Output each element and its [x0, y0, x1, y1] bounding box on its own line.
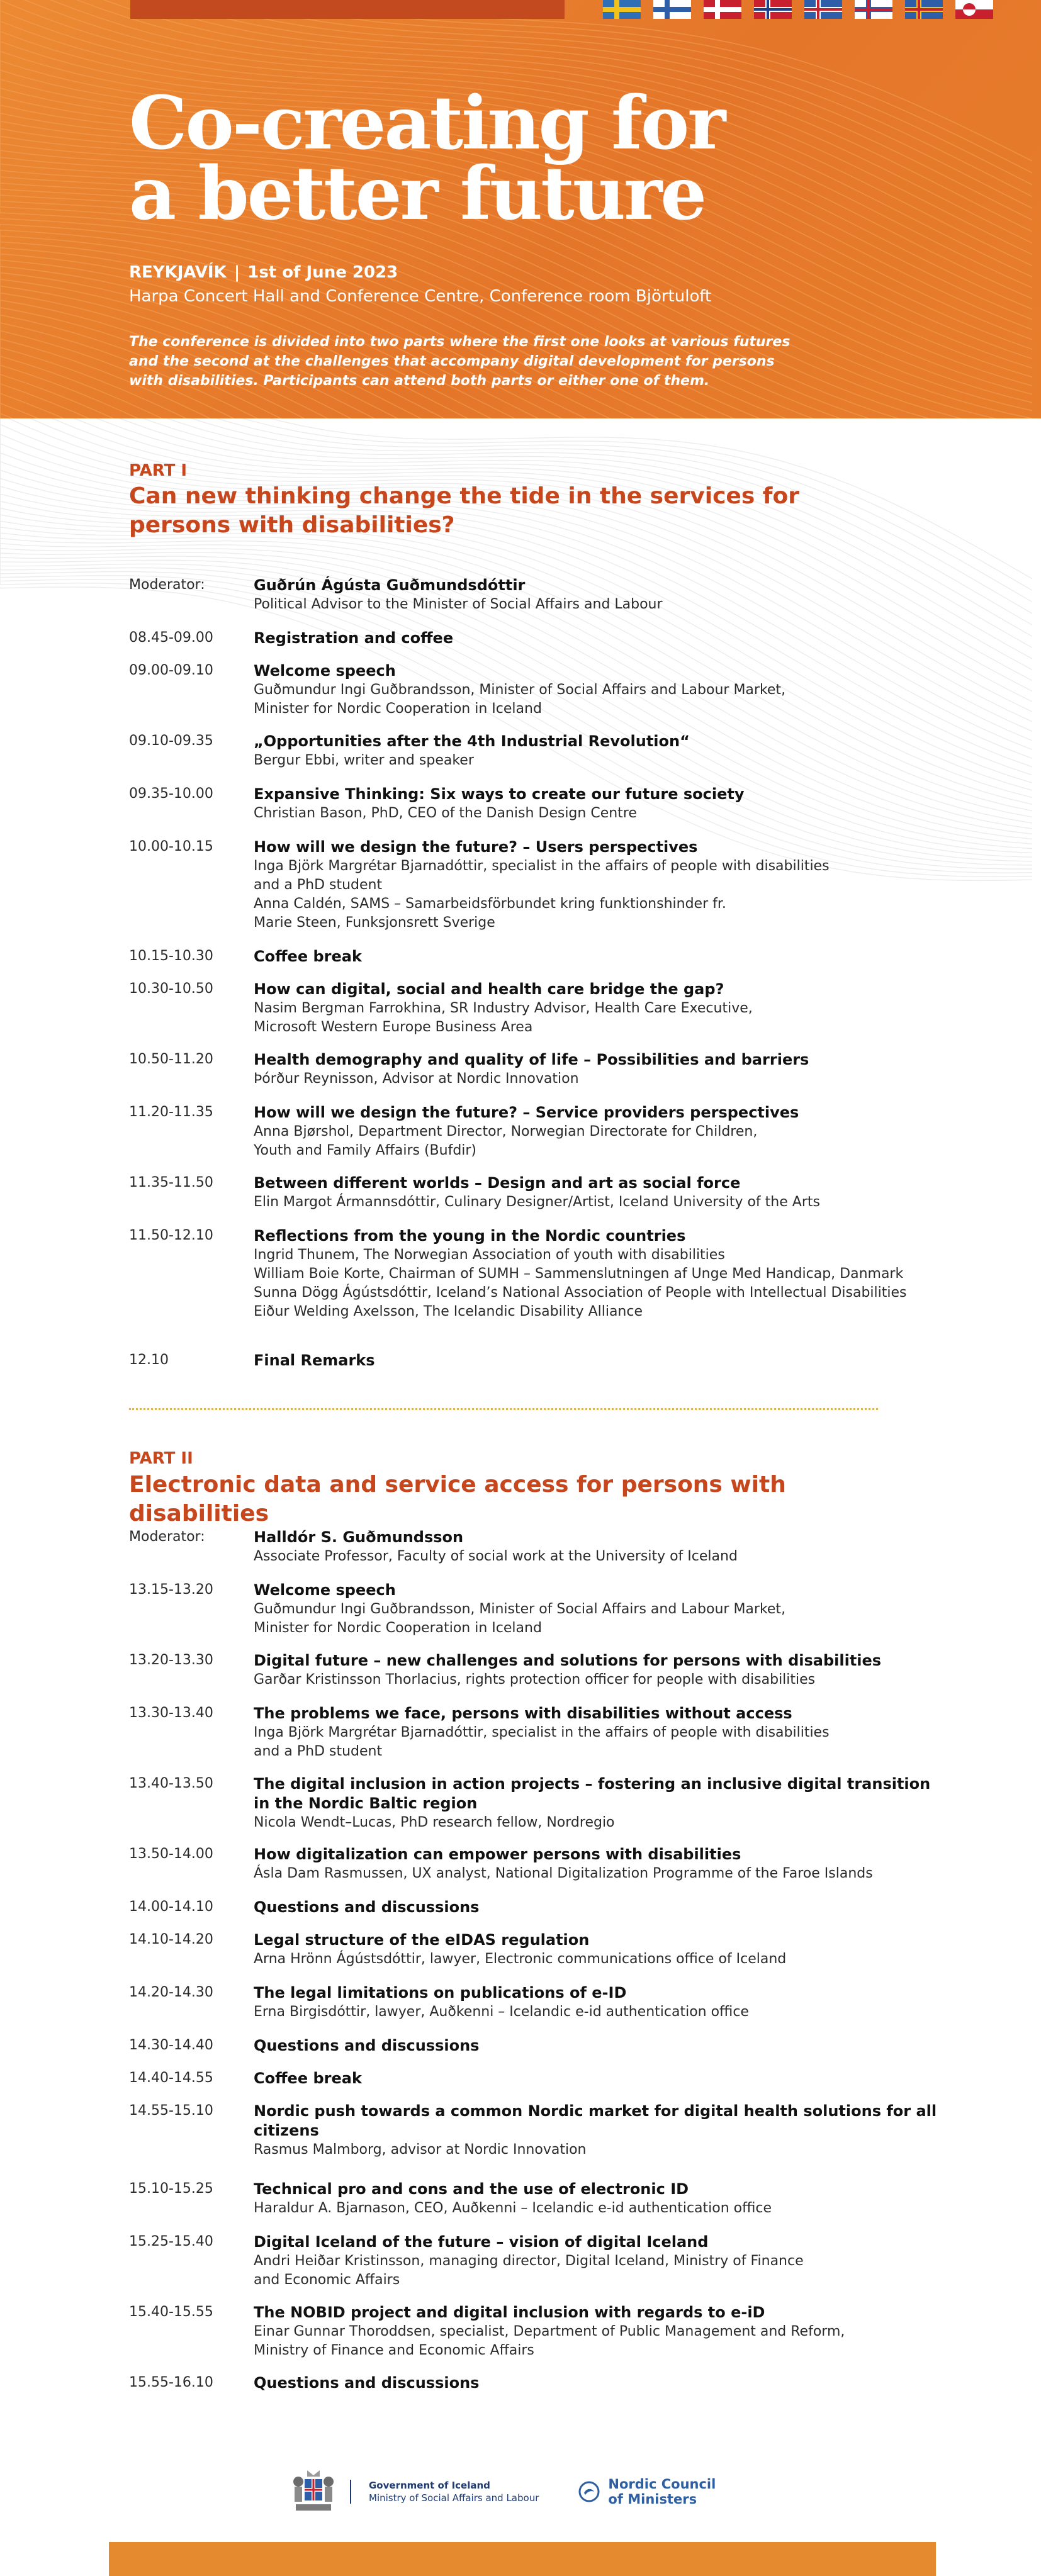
agenda-time: 15.40-15.55 [129, 2304, 213, 2320]
agenda-item-speaker: Inga Björk Margrétar Bjarnadóttir, specialist in the affairs of people with disabilities and a PhD student [254, 1725, 830, 1759]
agenda-row [129, 2102, 947, 2159]
agenda-item-title: Questions and discussions [254, 2374, 480, 2392]
agenda-row [129, 837, 947, 932]
agenda-time: 15.10-15.25 [129, 2181, 213, 2197]
agenda-item-title: How will we design the future? – Users perspectives [254, 838, 698, 856]
part1-title: Can new thinking change the tide in the services for persons with disabilities? [129, 483, 799, 538]
agenda-item-title: Reflections from the young in the Nordic countries [254, 1227, 686, 1245]
title-line-1: Co-creating for [129, 81, 724, 166]
agenda-item-speaker: Guðmundur Ingi Guðbrandsson, Minister of Social Affairs and Labour Market, Minister for Nordic Cooperation in Iceland [254, 682, 786, 717]
agenda-time: 13.15-13.20 [129, 1582, 213, 1598]
agenda-time: 11.20-11.35 [129, 1104, 213, 1120]
agenda-item-speaker: Erna Birgisdóttir, lawyer, Auðkenni – Icelandic e-id authentication office [254, 2004, 749, 2020]
separator: | [234, 263, 240, 282]
agenda-item-speaker: Guðmundur Ingi Guðbrandsson, Minister of Social Affairs and Labour Market, Minister for Nordic Cooperation in Iceland [254, 1601, 786, 1636]
footer-accent-bar [109, 2542, 936, 2576]
agenda-item-title: How digitalization can empower persons with disabilities [254, 1845, 741, 1863]
agenda-content [254, 837, 947, 932]
agenda-item-title: Questions and discussions [254, 1898, 480, 1916]
agenda-row [129, 2232, 947, 2290]
agenda-row [129, 2303, 947, 2360]
agenda-item-speaker: Nicola Wendt–Lucas, PhD research fellow, Nordregio [254, 1815, 615, 1830]
agenda-item-speaker: Bergur Ebbi, writer and speaker [254, 753, 474, 768]
agenda-item-speaker: Haraldur A. Bjarnason, CEO, Auðkenni – Icelandic e-id authentication office [254, 2200, 772, 2216]
agenda-item-speaker: Nasim Bergman Farrokhina, SR Industry Advisor, Health Care Executive, Microsoft Western Europe Business Area [254, 1000, 753, 1035]
agenda-content [254, 947, 947, 966]
agenda-item-title: Digital future – new challenges and solutions for persons with disabilities [254, 1652, 882, 1669]
agenda-row [129, 1983, 947, 2022]
aland-flag-icon [905, 0, 943, 19]
agenda-item-title: How will we design the future? – Service providers perspectives [254, 1104, 799, 1121]
intro-text: The conference is divided into two parts where the first one looks at various futures and the second at the challenges that accompany digital development for persons with disabilities. Participants can attend both parts or either one of them. [129, 334, 791, 389]
denmark-flag-icon [704, 0, 741, 19]
agenda-row [129, 629, 947, 648]
agenda-item-title: Legal structure of the eIDAS regulation [254, 1931, 590, 1949]
agenda-row [129, 1774, 947, 1832]
agenda-time: 08.45-09.00 [129, 630, 213, 646]
agenda-content [254, 1050, 947, 1089]
agenda-time: 13.20-13.30 [129, 1652, 213, 1668]
agenda-time: 13.50-14.00 [129, 1846, 213, 1862]
agenda-row [129, 1050, 947, 1089]
agenda-row [129, 1173, 947, 1212]
agenda-content [254, 1930, 947, 1969]
agenda-time: Moderator: [129, 1529, 205, 1545]
agenda-content [254, 1704, 947, 1761]
agenda-time: 09.35-10.00 [129, 786, 213, 802]
agenda-time: Moderator: [129, 577, 205, 593]
agenda-time: 10.15-10.30 [129, 948, 213, 964]
agenda-content [254, 785, 947, 823]
iceland-coat-of-arms-icon [291, 2468, 336, 2516]
agenda-content [254, 1581, 947, 1638]
agenda-content [254, 1983, 947, 2022]
agenda-row [129, 661, 947, 719]
agenda-row [129, 2069, 947, 2088]
agenda-item-speaker: Garðar Kristinsson Thorlacius, rights protection officer for people with disabilities [254, 1672, 816, 1688]
agenda-item-speaker: Ásla Dam Rasmussen, UX analyst, National Digitalization Programme of the Faroe Islands [254, 1866, 873, 1881]
sweden-flag-icon [603, 0, 641, 19]
agenda-row [129, 1898, 947, 1917]
agenda-content [254, 1351, 947, 1370]
agenda-item-title: „Opportunities after the 4th Industrial Revolution“ [254, 732, 690, 750]
agenda-item-title: Welcome speech [254, 662, 396, 680]
agenda-content [254, 2180, 947, 2218]
agenda-time: 15.25-15.40 [129, 2234, 213, 2249]
agenda-item-title: How can digital, social and health care bridge the gap? [254, 980, 724, 998]
part1-label: PART I [129, 461, 188, 480]
agenda-row [129, 1651, 947, 1689]
agenda-item-title: Final Remarks [254, 1352, 375, 1369]
agenda-item-speaker: Ingrid Thunem, The Norwegian Association of youth with disabilities William Boie Korte, Chairman of SUMH – Sammenslutningen af Unge Med Handicap, Danmark Sunna Dögg Ágústsdóttir, Iceland’s National Association of People with Intellectual Disabilities Eiður Welding Axelsson, The Icelandic Disability Alliance [254, 1247, 907, 1319]
agenda-content [254, 661, 947, 719]
nordic-swan-icon [578, 2480, 600, 2503]
agenda-content [254, 980, 947, 1037]
agenda-item-title: Guðrún Ágústa Guðmundsdóttir [254, 576, 526, 594]
logo-separator [350, 2480, 351, 2504]
agenda-item-title: Questions and discussions [254, 2037, 480, 2054]
agenda-item-title: Nordic push towards a common Nordic market for digital health solutions for all citizens [254, 2102, 937, 2139]
agenda-row [129, 1528, 947, 1566]
agenda-time: 14.10-14.20 [129, 1932, 213, 1947]
agenda-item-title: The NOBID project and digital inclusion with regards to e-iD [254, 2304, 765, 2321]
agenda-content [254, 2036, 947, 2056]
gov-line-1: Government of Iceland [369, 2480, 490, 2491]
agenda-row [129, 785, 947, 823]
agenda-row [129, 1930, 947, 1969]
agenda-row [129, 1704, 947, 1761]
agenda-row [129, 2180, 947, 2218]
agenda-time: 10.00-10.15 [129, 839, 213, 854]
header-banner [0, 0, 1041, 418]
agenda-time: 11.50-12.10 [129, 1228, 213, 1243]
agenda-row [129, 576, 947, 614]
agenda-row [129, 1103, 947, 1160]
agenda-content [254, 1774, 947, 1832]
nc-line-1: Nordic Council [608, 2477, 716, 2492]
location-date [129, 263, 398, 282]
nordic-council-logo [578, 2477, 716, 2507]
agenda-content [254, 2373, 947, 2393]
agenda-content [254, 2102, 947, 2159]
page-title [129, 81, 758, 237]
agenda-content [254, 629, 947, 648]
agenda-item-speaker: Anna Bjørshol, Department Director, Norwegian Directorate for Children, Youth and Family Affairs (Bufdir) [254, 1124, 758, 1158]
agenda-item-title: The problems we face, persons with disabilities without access [254, 1705, 792, 1722]
agenda-item-speaker: Associate Professor, Faculty of social work at the University of Iceland [254, 1548, 738, 1564]
top-accent-bar [130, 0, 565, 19]
agenda-row [129, 2373, 947, 2393]
agenda-time: 10.50-11.20 [129, 1051, 213, 1067]
agenda-item-title: Technical pro and cons and the use of electronic ID [254, 2180, 689, 2198]
agenda-row [129, 1581, 947, 1638]
agenda-content [254, 2232, 947, 2290]
faroe-islands-flag-icon [855, 0, 892, 19]
agenda-content [254, 576, 947, 614]
agenda-time: 14.55-15.10 [129, 2103, 213, 2119]
agenda-row [129, 732, 947, 770]
agenda-item-speaker: Elin Margot Ármannsdóttir, Culinary Designer/Artist, Iceland University of the Arts [254, 1194, 820, 1210]
agenda-time: 09.10-09.35 [129, 733, 213, 749]
agenda-item-title: Digital Iceland of the future – vision of digital Iceland [254, 2233, 709, 2251]
agenda-item-title: Coffee break [254, 2069, 362, 2087]
agenda-content [254, 1173, 947, 1212]
nordic-flags [603, 0, 993, 19]
agenda-item-title: Health demography and quality of life – Possibilities and barriers [254, 1051, 809, 1068]
agenda-content [254, 1226, 947, 1321]
agenda-row [129, 2036, 947, 2056]
agenda-time: 14.00-14.10 [129, 1899, 213, 1915]
agenda-row [129, 980, 947, 1037]
title-line-2: a better future [129, 151, 706, 237]
agenda-item-title: Between different worlds – Design and art as social force [254, 1174, 741, 1192]
agenda-content [254, 2069, 947, 2088]
agenda-content [254, 1898, 947, 1917]
greenland-flag-icon [955, 0, 993, 19]
agenda-time: 09.00-09.10 [129, 663, 213, 678]
agenda-content [254, 1845, 947, 1883]
agenda-item-speaker: Political Advisor to the Minister of Social Affairs and Labour [254, 596, 663, 612]
agenda-item-title: Expansive Thinking: Six ways to create our future society [254, 785, 745, 803]
agenda-item-speaker: Arna Hrönn Ágústsdóttir, lawyer, Electronic communications office of Iceland [254, 1951, 787, 1967]
agenda-item-title: Halldór S. Guðmundsson [254, 1528, 464, 1546]
agenda-time: 14.40-14.55 [129, 2070, 213, 2086]
agenda-item-speaker: Einar Gunnar Thoroddsen, specialist, Department of Public Management and Reform, Ministry of Finance and Economic Affairs [254, 2324, 845, 2358]
agenda-content [254, 2303, 947, 2360]
agenda-item-speaker: Inga Björk Margrétar Bjarnadóttir, specialist in the affairs of people with disabilities and a PhD student Anna Caldén, SAMS – Samarbeidsförbundet kring funktionshinder fr. Marie Steen, Funksjonsrett Sverige [254, 858, 830, 931]
city-label: REYKJAVÍK [129, 263, 227, 282]
part2-title: Electronic data and service access for persons with disabilities [129, 1472, 786, 1526]
agenda-content [254, 1651, 947, 1689]
agenda-content [254, 1103, 947, 1160]
agenda-time: 13.40-13.50 [129, 1776, 213, 1791]
agenda-time: 11.35-11.50 [129, 1175, 213, 1190]
agenda-item-title: Welcome speech [254, 1581, 396, 1599]
agenda-time: 15.55-16.10 [129, 2375, 213, 2390]
agenda-time: 14.30-14.40 [129, 2037, 213, 2053]
part2-label: PART II [129, 1449, 193, 1468]
agenda-content [254, 732, 947, 770]
agenda-item-speaker: Rasmus Malmborg, advisor at Nordic Innovation [254, 2142, 587, 2158]
agenda-item-title: Coffee break [254, 948, 362, 965]
government-of-iceland-logo-text [369, 2479, 539, 2504]
gov-line-2: Ministry of Social Affairs and Labour [369, 2492, 539, 2504]
agenda-time: 10.30-10.50 [129, 981, 213, 997]
agenda-item-title: The digital inclusion in action projects – fostering an inclusive digital transition in the Nordic Baltic region [254, 1775, 931, 1812]
agenda-row [129, 1351, 947, 1370]
agenda-time: 13.30-13.40 [129, 1705, 213, 1721]
agenda-item-speaker: Þórður Reynisson, Advisor at Nordic Innovation [254, 1071, 579, 1087]
date-label: 1st of June 2023 [247, 263, 398, 282]
finland-flag-icon [653, 0, 691, 19]
agenda-row [129, 947, 947, 966]
section-divider [129, 1408, 878, 1410]
iceland-flag-icon [804, 0, 842, 19]
agenda-item-title: Registration and coffee [254, 629, 454, 647]
agenda-row [129, 1845, 947, 1883]
footer-logos [291, 2467, 716, 2517]
nc-line-2: of Ministers [608, 2492, 697, 2507]
agenda-row [129, 1226, 947, 1321]
agenda-content [254, 1528, 947, 1566]
norway-flag-icon [754, 0, 792, 19]
agenda-item-speaker: Andri Heiðar Kristinsson, managing director, Digital Iceland, Ministry of Finance and Economic Affairs [254, 2253, 804, 2288]
agenda-item-speaker: Christian Bason, PhD, CEO of the Danish Design Centre [254, 805, 637, 821]
agenda-item-title: The legal limitations on publications of e-ID [254, 1984, 627, 2002]
agenda-time: 14.20-14.30 [129, 1985, 213, 2000]
agenda-time: 12.10 [129, 1352, 169, 1368]
venue-label: Harpa Concert Hall and Conference Centre, Conference room Björtuloft [129, 287, 712, 306]
